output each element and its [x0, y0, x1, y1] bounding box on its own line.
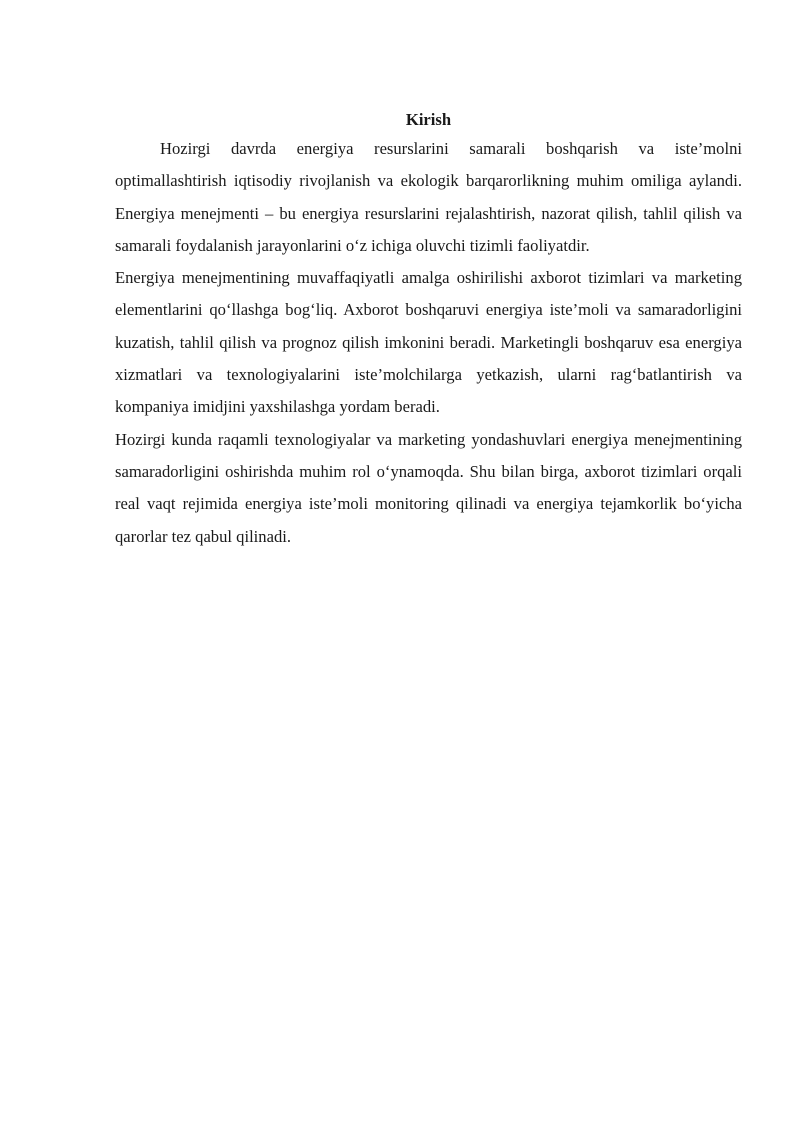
section-heading: Kirish	[405, 110, 452, 129]
document-body	[115, 107, 742, 553]
paragraph-3: Hozirgi kunda raqamli texnologiyalar va marketing yondashuvlari energiya menejmentining samaradorligini oshirishda muhim rol o‘ynamoqda. Shu bilan birga, axborot tizimlari orqali real vaqt rejimida energiya iste’moli monitoring qilinadi va energiya tejamkorlik bo‘yicha qarorlar tez qabul qilinadi.	[115, 429, 742, 546]
paragraph-1: Hozirgi davrda energiya resurslarini samarali boshqarish va iste’molni optimallashtirish iqtisodiy rivojlanish va ekologik barqarorlikning muhim omiliga aylandi. Energiya menejmenti – bu energiya resurslarini rejalashtirish, nazorat qilish, tahlil qilish va samarali foydalanish jarayonlarini o‘z ichiga oluvchi tizimli faoliyatdir.	[115, 139, 742, 255]
paragraph-2: Energiya menejmentining muvaffaqiyatli amalga oshirilishi axborot tizimlari va marketing elementlarini qo‘llashga bog‘liq. Axborot boshqaruvi energiya iste’moli va samaradorligini kuzatish, tahlil qilish va prognoz qilish imkonini beradi. Marketingli boshqaruv esa energiya xizmatlari va texnologiyalarini iste’molchilarga yetkazish, ularni rag‘batlantirish va kompaniya imidjini yaxshilashga yordam beradi.	[115, 268, 742, 417]
